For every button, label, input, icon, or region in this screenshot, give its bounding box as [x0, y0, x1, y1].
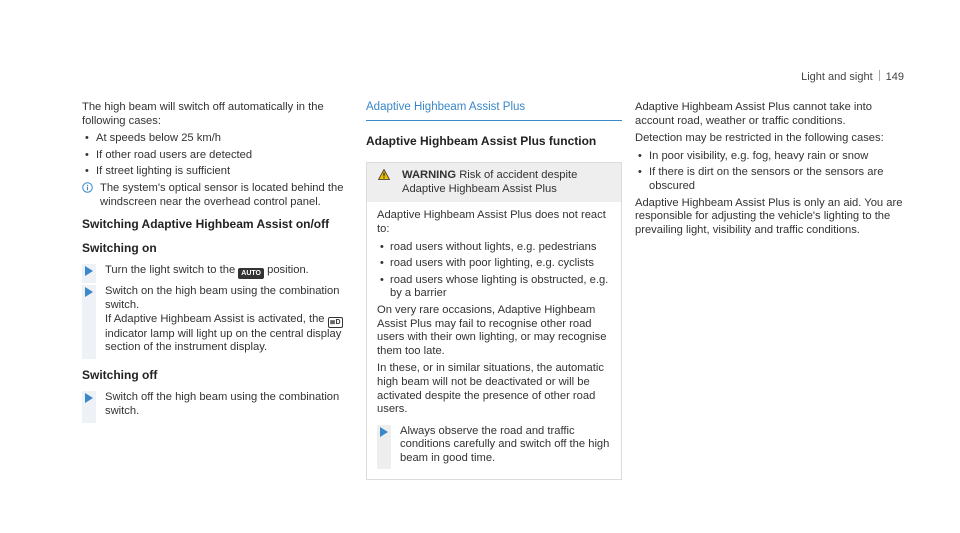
- list-item: • At speeds below 25 km/h: [82, 132, 344, 146]
- running-header: [801, 70, 904, 85]
- function-title: Adaptive Highbeam Assist Plus function: [366, 133, 597, 148]
- step-result: [105, 313, 344, 355]
- section-title: Adaptive Highbeam Assist Plus: [366, 101, 622, 121]
- auto-off-cases: [82, 132, 344, 179]
- step-arrow-icon: [85, 266, 93, 276]
- step-arrow-icon: [85, 287, 93, 297]
- paragraph: Adaptive Highbeam Assist Plus cannot take into account road, weather or traffic conditions.: [635, 101, 872, 127]
- list-item: • If there is dirt on the sensors or the sensors are obscured: [635, 166, 905, 193]
- warning-header: [367, 163, 621, 202]
- page-number: 149: [885, 71, 904, 83]
- list-item: • road users without lights, e.g. pedestrians: [377, 241, 611, 255]
- step-observe-road: [377, 425, 611, 470]
- warning-triangle-icon: [378, 169, 390, 180]
- warning-summary: Risk of accident despite Adaptive Highbeam Assist Plus: [402, 169, 578, 195]
- step-bar: [82, 391, 96, 422]
- warning-header-text: [377, 169, 611, 196]
- detection-restrictions: [635, 150, 905, 194]
- warning-box: [366, 162, 622, 480]
- step-text-part: Switch on the high beam using the combination switch.: [105, 285, 340, 311]
- high-beam-indicator-icon: ≣D: [329, 318, 341, 326]
- list-item: • In poor visibility, e.g. fog, heavy rain or snow: [635, 150, 905, 164]
- column-left: [82, 101, 344, 425]
- step-text-part: indicator lamp will light up on the central display section of the instrument display.: [105, 327, 342, 354]
- step-text-part: position.: [267, 264, 309, 277]
- step-text: Switch off the high beam using the combination switch.: [105, 391, 340, 417]
- switching-heading: Switching Adaptive Highbeam Assist on/off: [82, 217, 330, 232]
- list-item: • If street lighting is sufficient: [82, 165, 344, 179]
- header-section: Light and sight: [801, 71, 873, 83]
- column-right: [635, 101, 905, 241]
- warning-label: WARNING: [402, 169, 457, 182]
- warning-intro: Adaptive Highbeam Assist Plus does not react to:: [377, 209, 606, 235]
- step-text: Always observe the road and traffic conditions carefully and switch off the high beam in good time.: [400, 424, 610, 464]
- warning-body: [367, 202, 621, 479]
- header-separator: [879, 70, 880, 81]
- switching-off-title: Switching off: [82, 367, 158, 382]
- step-bar: [82, 264, 96, 283]
- list-item: • If other road users are detected: [82, 149, 344, 163]
- step-bar: [377, 425, 391, 470]
- step-text-part: If Adaptive Highbeam Assist is activated, the: [105, 312, 325, 325]
- step-arrow-icon: [85, 393, 93, 403]
- undetected-road-users: [377, 241, 611, 301]
- auto-light-icon: AUTO: [238, 268, 264, 279]
- step-turn-light-switch: [82, 264, 344, 283]
- step-text: [105, 264, 344, 283]
- column-middle: [366, 101, 622, 480]
- step-switch-off-high-beam: [82, 391, 344, 422]
- step-arrow-icon: [380, 427, 388, 437]
- note-text: The system's optical sensor is located behind the windscreen near the overhead control panel.: [100, 181, 344, 208]
- list-item: • road users whose lighting is obstructed, e.g. by a barrier: [377, 274, 611, 301]
- switching-on-title: Switching on: [82, 240, 157, 255]
- intro-text: The high beam will switch off automatically in the following cases:: [82, 101, 324, 127]
- info-icon: [82, 182, 93, 193]
- warning-paragraph: On very rare occasions, Adaptive Highbeam Assist Plus may fail to recognise other road users with their own lighting, or may recognise them too late.: [377, 303, 607, 357]
- paragraph: Adaptive Highbeam Assist Plus is only an aid. You are responsible for adjusting the vehicle's lighting to the prevailing light, visibility and traffic conditions.: [635, 196, 903, 236]
- step-switch-on-high-beam: [82, 285, 344, 358]
- paragraph: Detection may be restricted in the following cases:: [635, 132, 884, 145]
- step-text: [105, 285, 344, 358]
- step-bar: [82, 285, 96, 358]
- warning-paragraph: In these, or in similar situations, the automatic high beam will not be deactivated or will be activated despite the presence of other road users.: [377, 362, 604, 416]
- list-item: • road users with poor lighting, e.g. cyclists: [377, 257, 611, 271]
- step-text-part: Turn the light switch to the: [105, 264, 236, 277]
- sensor-note: [82, 182, 344, 209]
